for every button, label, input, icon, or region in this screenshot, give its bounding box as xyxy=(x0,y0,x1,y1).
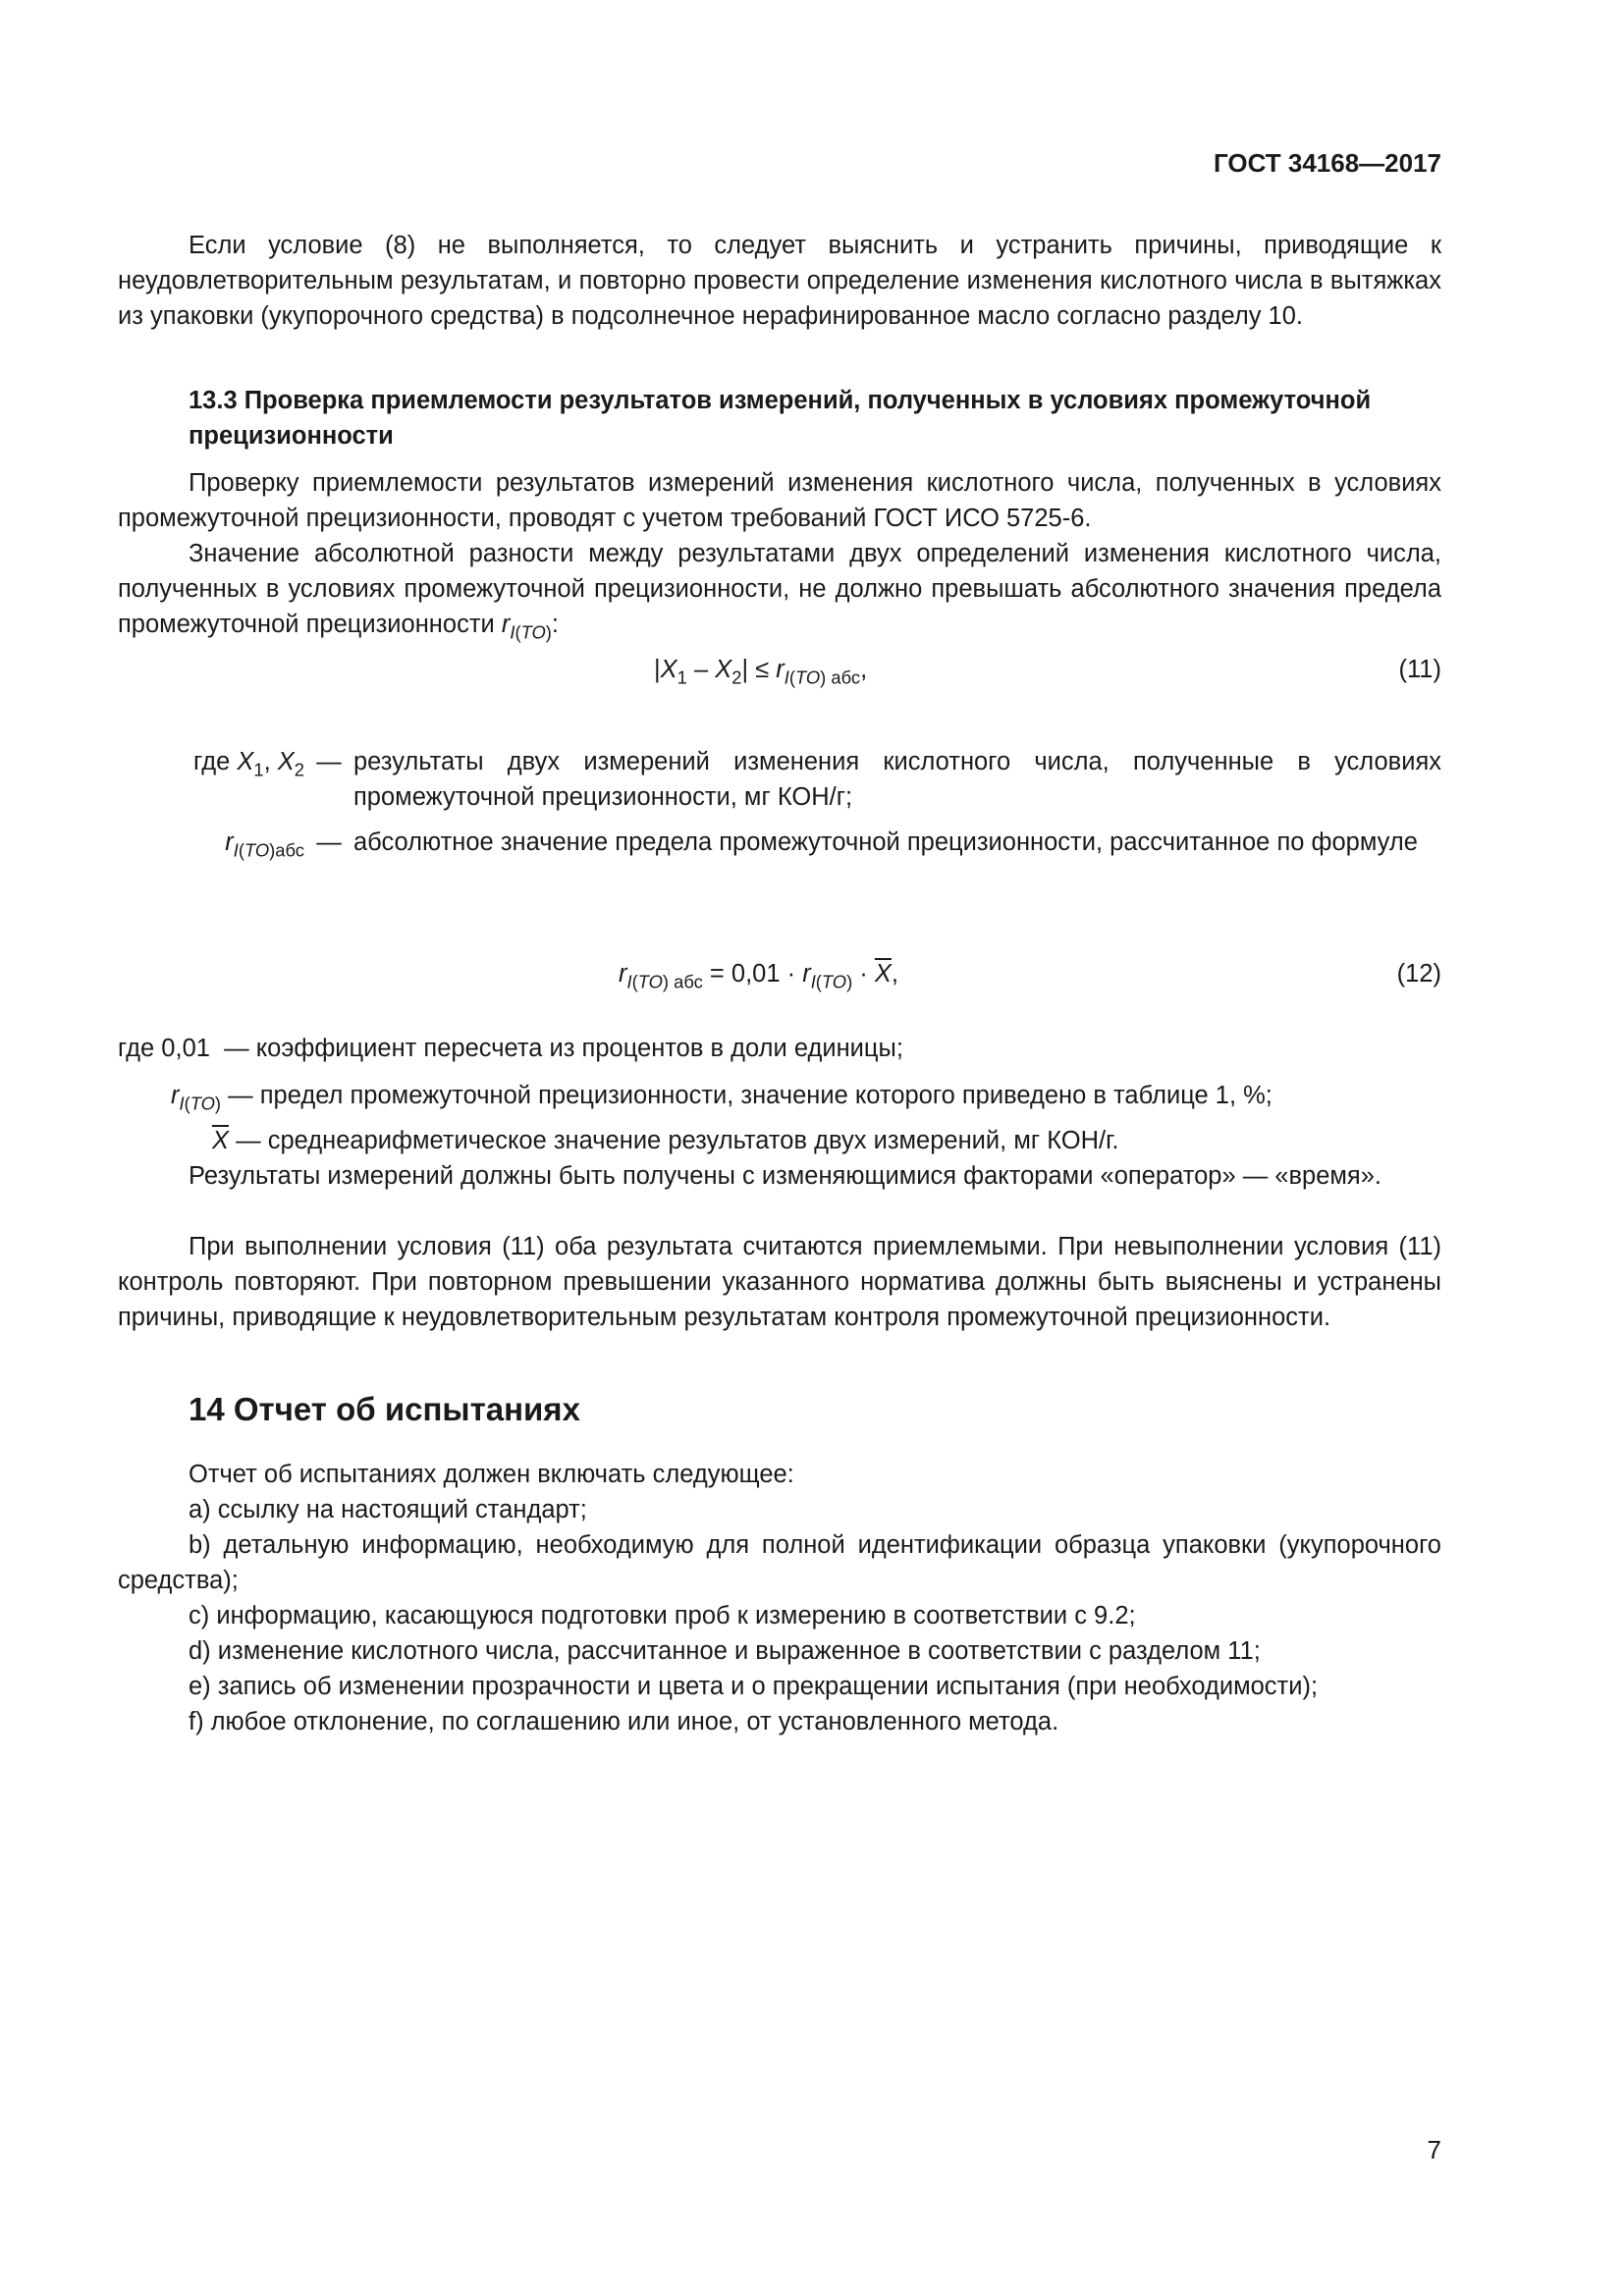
paragraph-check-acceptability: Проверку приемлемости результатов измерений изменения кислотного числа, полученных в условиях промежуточной прецизионности, проводят с учетом требований ГОСТ ИСО 5725-6. xyxy=(118,469,1441,532)
formula-11 xyxy=(118,652,1441,691)
where-item-x1-x2 xyxy=(118,744,1441,815)
where-symbol-r-abs: $r_{I(TO)абс}$ xyxy=(225,828,304,861)
paragraph-condition-8: Если условие (8) не выполняется, то следует выяснить и устранить причины, приводящие к неудовлетворительным результатам, и повторно провести определение изменения кислотного числа в вытяжках из упаковки (укупорочного средства) в подсолнечное нерафинированное масло согласно разделу 10. xyxy=(118,232,1441,330)
where-12-coefficient-definition: коэффициент пересчета из процентов в доли единицы; xyxy=(255,1035,903,1062)
list-item-a: a) ссылку на настоящий стандарт; xyxy=(189,1496,587,1523)
paragraph-absolute-difference-text: Значение абсолютной разности между результатами двух определений изменения кислотного числа, полученных в условиях промежуточной прецизионности, не должно превышать абсолютного значения предела промежуточной прецизионности xyxy=(118,540,1441,638)
where-item-r-abs xyxy=(118,825,1441,860)
where-dash: — xyxy=(316,828,342,856)
where-symbol-x1-x2: где $X_1$, $X_2$ xyxy=(193,748,304,780)
formula-12 xyxy=(118,956,1441,995)
where-12-r-precision: $r_{I(TO)}$ — предел промежуточной прецизионности, значение которого приведено в таблице 1, %; xyxy=(171,1082,1272,1114)
paragraph-varying-factors: Результаты измерений должны быть получены с изменяющимися факторами «оператор» — «время». xyxy=(189,1162,1381,1190)
page-number: 7 xyxy=(1427,2135,1441,2164)
where-12-r-precision-definition: предел промежуточной прецизионности, значение которого приведено в таблице 1, %; xyxy=(259,1082,1272,1109)
where-12-coefficient: где 0,01 — коэффициент пересчета из процентов в доли единицы; xyxy=(118,1035,903,1062)
formula-11-number: (11) xyxy=(1398,656,1441,683)
section-heading-14: 14 Отчет об испытаниях xyxy=(189,1391,580,1427)
section-heading-13-3: 13.3 Проверка приемлемости результатов измерений, полученных в условиях промежуточной прецизионности xyxy=(189,387,1372,450)
formula-12-number: (12) xyxy=(1396,960,1441,988)
list-item-c: c) информацию, касающуюся подготовки проб к измерению в соответствии с 9.2; xyxy=(189,1602,1136,1629)
list-item-d: d) изменение кислотного числа, рассчитанное и выраженное в соответствии с разделом 11; xyxy=(189,1637,1261,1665)
paragraph-absolute-difference: Значение абсолютной разности между результатами двух определений изменения кислотного числа, полученных в условиях промежуточной прецизионности, не должно превышать абсолютного значения предела промежуточной прецизионности $r_{I(TO)}$: xyxy=(118,540,1441,643)
where-block-11 xyxy=(118,744,1441,860)
document-code-header: ГОСТ 34168—2017 xyxy=(1214,148,1441,178)
paragraph-report-contents: Отчет об испытаниях должен включать следующее: xyxy=(189,1461,794,1488)
paragraph-condition-11: При выполнении условия (11) оба результата считаются приемлемыми. При невыполнении условия (11) контроль повторяют. При повторном превышении указанного норматива должны быть выяснены и устранены причины, приводящие к неудовлетворительным результатам контроля промежуточной прецизионности. xyxy=(118,1233,1441,1331)
list-item-f: f) любое отклонение, по соглашению или иное, от установленного метода. xyxy=(189,1708,1059,1735)
where-definition-r-abs: абсолютное значение предела промежуточной прецизионности, рассчитанное по формуле xyxy=(353,828,1418,856)
list-item-b: b) детальную информацию, необходимую для полной идентификации образца упаковки (укупорочного средства); xyxy=(118,1531,1441,1594)
where-dash: — xyxy=(316,748,342,775)
where-definition-x1-x2: результаты двух измерений изменения кислотного числа, полученные в условиях промежуточной прецизионности, мг КОН/г; xyxy=(353,748,1441,811)
list-item-e: e) запись об изменении прозрачности и цвета и о прекращении испытания (при необходимости); xyxy=(189,1673,1319,1700)
formula-12-expression: $r_{I(TO) абс} = 0,01 \cdot r_{I(TO)} \cdot \overline{X}$, xyxy=(619,960,898,992)
formula-11-expression: $|X_1 - X_2| \le r_{I(TO) абс}$, xyxy=(654,656,868,688)
where-12-x-mean: $\overline{X}$ — среднеарифметическое значение результатов двух измерений, мг КОН/г. xyxy=(212,1127,1119,1154)
where-12-coefficient-symbol: где 0,01 xyxy=(118,1035,210,1062)
where-12-x-mean-definition: среднеарифметическое значение результатов двух измерений, мг КОН/г. xyxy=(267,1127,1119,1154)
